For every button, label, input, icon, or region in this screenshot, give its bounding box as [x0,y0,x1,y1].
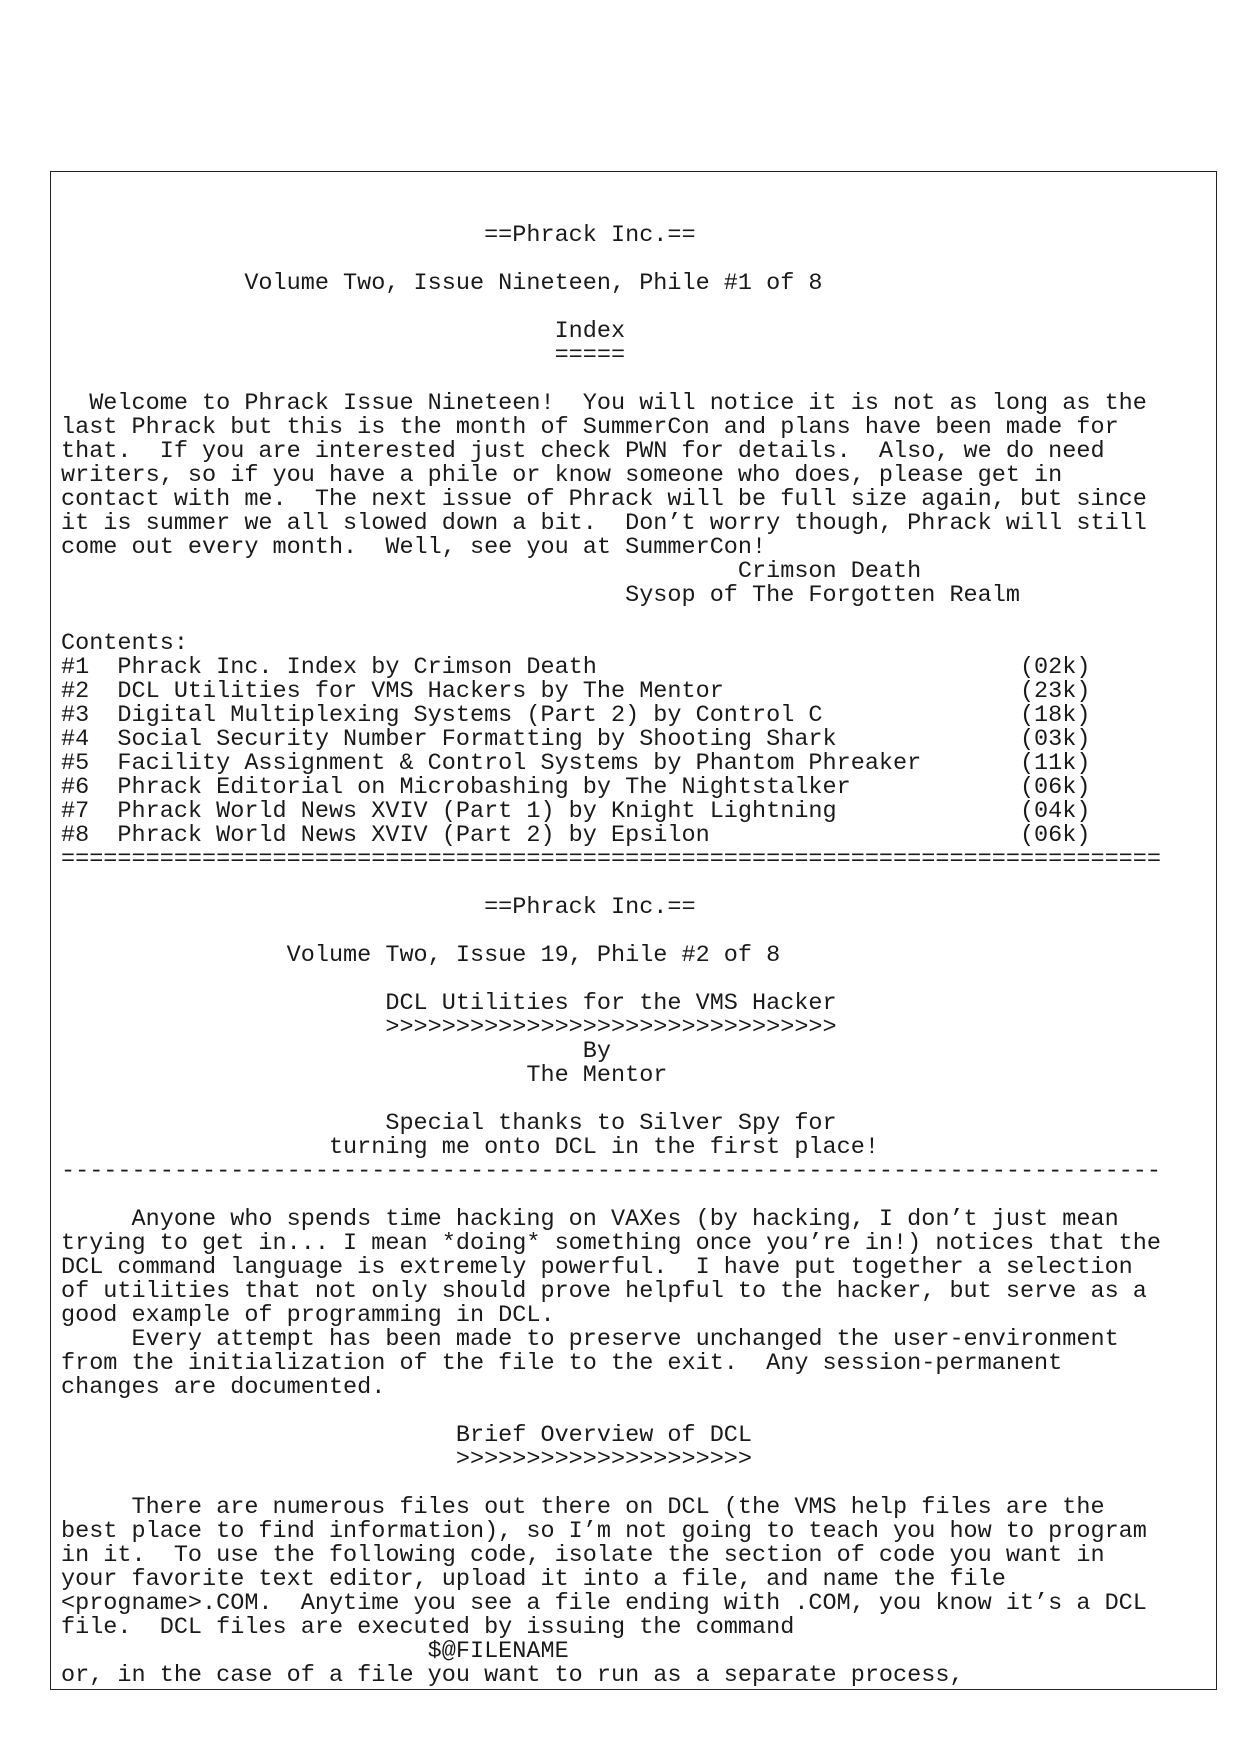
document-line: Special thanks to Silver Spy for [61,1110,837,1137]
document-line: Crimson Death [61,558,922,585]
document-line: that. If you are interested just check PWN for details. Also, we do need [61,438,1105,465]
document-line: Anyone who spends time hacking on VAXes (by hacking, I don’t just mean [61,1206,1119,1233]
document-line: ==Phrack Inc.== [61,894,696,921]
document-line: writers, so if you have a phile or know someone who does, please get in [61,462,1063,489]
document-line: By [61,1038,611,1065]
document-line: from the initialization of the file to the exit. Any session-permanent [61,1350,1063,1377]
document-line: changes are documented. [61,1374,386,1401]
document-line: Contents: [61,630,188,657]
document-line: or, in the case of a file you want to run as a separate process, [61,1662,964,1689]
document-line: #2 DCL Utilities for VMS Hackers by The Mentor (23k) [61,678,1091,705]
document-line: ===== [61,342,626,369]
document-line: ------------------------------------------------------------------------------ [61,1158,1161,1185]
document-line: file. DCL files are executed by issuing the command [61,1614,795,1641]
document-line: $@FILENAME [61,1638,569,1665]
document-line: >>>>>>>>>>>>>>>>>>>>> [61,1446,753,1473]
document-line: #4 Social Security Number Formatting by Shooting Shark (03k) [61,726,1091,753]
document-line: ==Phrack Inc.== [61,222,696,249]
document-line: DCL command language is extremely powerful. I have put together a selection [61,1254,1133,1281]
document-line: your favorite text editor, upload it into a file, and name the file [61,1566,1006,1593]
document-line: #7 Phrack World News XVIV (Part 1) by Knight Lightning (04k) [61,798,1091,825]
document-line: Sysop of The Forgotten Realm [61,582,1020,609]
document-line: #1 Phrack Inc. Index by Crimson Death (02k) [61,654,1091,681]
document-line: #5 Facility Assignment & Control Systems by Phantom Phreaker (11k) [61,750,1091,777]
document-line: it is summer we all slowed down a bit. Don’t worry though, Phrack will still [61,510,1147,537]
document-line: in it. To use the following code, isolate the section of code you want in [61,1542,1105,1569]
document-line: best place to find information), so I’m not going to teach you how to program [61,1518,1147,1545]
document-line: #6 Phrack Editorial on Microbashing by The Nightstalker (06k) [61,774,1091,801]
document-line: turning me onto DCL in the first place! [61,1134,879,1161]
document-line: Every attempt has been made to preserve unchanged the user-environment [61,1326,1119,1353]
document-line: The Mentor [61,1062,668,1089]
document-line: #8 Phrack World News XVIV (Part 2) by Epsilon (06k) [61,822,1091,849]
document-line: contact with me. The next issue of Phrack will be full size again, but since [61,486,1147,513]
document-line: >>>>>>>>>>>>>>>>>>>>>>>>>>>>>>>> [61,1014,837,1041]
document-line: Volume Two, Issue Nineteen, Phile #1 of 8 [61,270,823,297]
document-text [61,224,1161,1688]
document-line: #3 Digital Multiplexing Systems (Part 2) by Control C (18k) [61,702,1091,729]
document-line: Index [61,318,626,345]
document-line: DCL Utilities for the VMS Hacker [61,990,837,1017]
document-line: good example of programming in DCL. [61,1302,555,1329]
document-line: Brief Overview of DCL [61,1422,753,1449]
document-line: Welcome to Phrack Issue Nineteen! You will notice it is not as long as the [61,390,1147,417]
document-line: There are numerous files out there on DCL (the VMS help files are the [61,1494,1105,1521]
document-line: last Phrack but this is the month of SummerCon and plans have been made for [61,414,1119,441]
document-frame [50,171,1217,1690]
document-line: of utilities that not only should prove helpful to the hacker, but serve as a [61,1278,1147,1305]
document-line: trying to get in... I mean *doing* something once you’re in!) notices that the [61,1230,1161,1257]
document-line: <progname>.COM. Anytime you see a file ending with .COM, you know it’s a DCL [61,1590,1147,1617]
document-line: ============================================================================== [61,846,1161,873]
document-line: come out every month. Well, see you at SummerCon! [61,534,767,561]
document-line: Volume Two, Issue 19, Phile #2 of 8 [61,942,781,969]
